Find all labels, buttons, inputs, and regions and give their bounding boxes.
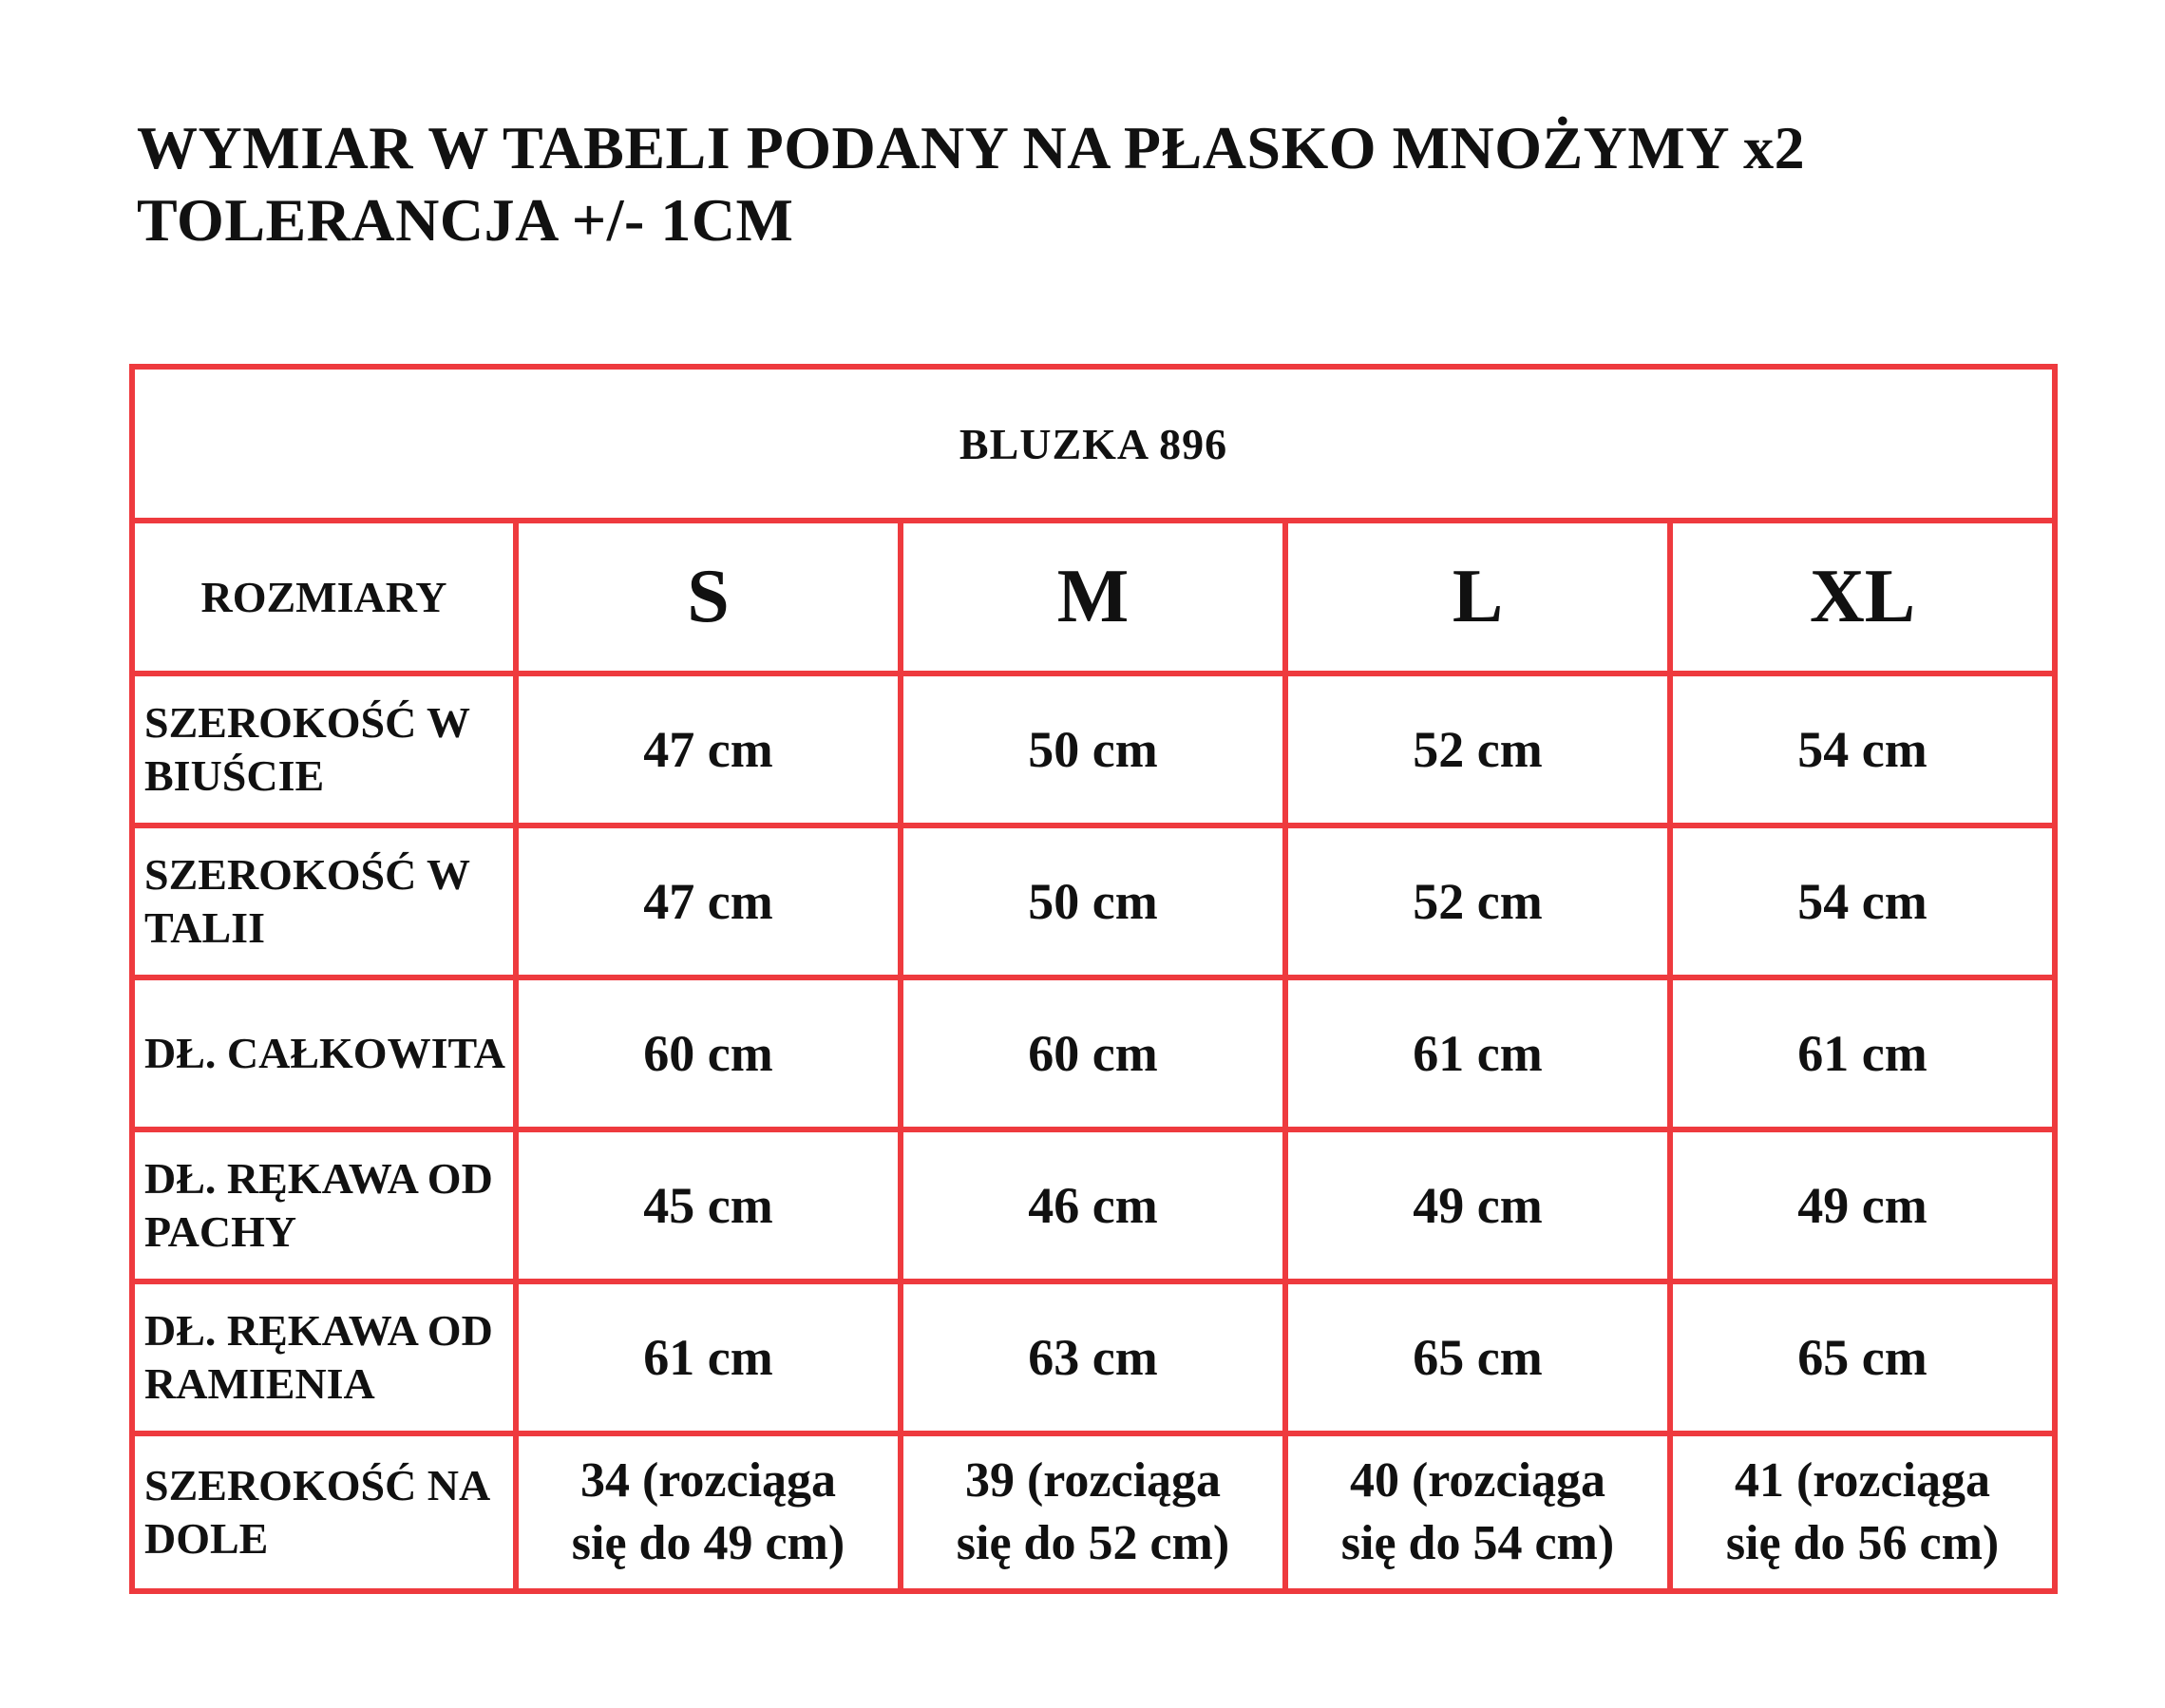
- row-label: SZEROKOŚĆ W TALII: [132, 826, 516, 977]
- cell-line: 41 (rozciąga: [1734, 1453, 1991, 1508]
- table-cell: 63 cm: [901, 1281, 1285, 1433]
- cell-line: 40 (rozciąga: [1349, 1453, 1606, 1508]
- table-cell: 60 cm: [901, 977, 1285, 1129]
- size-label: ROZMIARY: [132, 521, 516, 674]
- table-row: [132, 826, 2055, 977]
- table-cell: [1670, 1433, 2055, 1591]
- cell-line: się do 54 cm): [1340, 1516, 1615, 1570]
- heading-line-1: WYMIAR W TABELI PODANY NA PŁASKO MNOŻYMY x2: [137, 114, 1806, 181]
- page-heading: [137, 112, 1805, 256]
- table-cell: [901, 1433, 1285, 1591]
- table-cell: 61 cm: [1285, 977, 1670, 1129]
- row-label: SZEROKOŚĆ NA DOLE: [132, 1433, 516, 1591]
- table-cell: 61 cm: [516, 1281, 901, 1433]
- size-header-row: [132, 521, 2055, 674]
- table-cell: 49 cm: [1285, 1129, 1670, 1281]
- cell-line: 34 (rozciąga: [579, 1453, 837, 1508]
- row-label: DŁ. RĘKAWA OD RAMIENIA: [132, 1281, 516, 1433]
- size-header-l: L: [1285, 521, 1670, 674]
- size-table: [129, 364, 2058, 1594]
- row-label: DŁ. CAŁKOWITA: [132, 977, 516, 1129]
- cell-line: 39 (rozciąga: [964, 1453, 1222, 1508]
- size-header-m: M: [901, 521, 1285, 674]
- table-cell: 47 cm: [516, 674, 901, 826]
- table-cell: 54 cm: [1670, 826, 2055, 977]
- table-cell: 54 cm: [1670, 674, 2055, 826]
- table-row: [132, 1433, 2055, 1591]
- table-cell: 49 cm: [1670, 1129, 2055, 1281]
- table-cell: 45 cm: [516, 1129, 901, 1281]
- table-cell: 60 cm: [516, 977, 901, 1129]
- table-cell: 50 cm: [901, 674, 1285, 826]
- table-row: [132, 674, 2055, 826]
- table-cell: 65 cm: [1670, 1281, 2055, 1433]
- cell-line: się do 56 cm): [1725, 1516, 2000, 1570]
- cell-line: się do 49 cm): [571, 1516, 845, 1570]
- table-row: [132, 977, 2055, 1129]
- table-cell: 52 cm: [1285, 826, 1670, 977]
- row-label: SZEROKOŚĆ W BIUŚCIE: [132, 674, 516, 826]
- table-cell: 50 cm: [901, 826, 1285, 977]
- table-title-row: [132, 367, 2055, 521]
- table-cell: [516, 1433, 901, 1591]
- table-cell: 47 cm: [516, 826, 901, 977]
- table-cell: [1285, 1433, 1670, 1591]
- table-cell: 46 cm: [901, 1129, 1285, 1281]
- table-cell: 61 cm: [1670, 977, 2055, 1129]
- row-label: DŁ. RĘKAWA OD PACHY: [132, 1129, 516, 1281]
- table-title: BLUZKA 896: [132, 367, 2055, 521]
- table-row: [132, 1281, 2055, 1433]
- size-header-s: S: [516, 521, 901, 674]
- table-cell: 52 cm: [1285, 674, 1670, 826]
- size-header-xl: XL: [1670, 521, 2055, 674]
- heading-line-2: TOLERANCJA +/- 1CM: [137, 186, 794, 254]
- table-row: [132, 1129, 2055, 1281]
- table-cell: 65 cm: [1285, 1281, 1670, 1433]
- cell-line: się do 52 cm): [956, 1516, 1230, 1570]
